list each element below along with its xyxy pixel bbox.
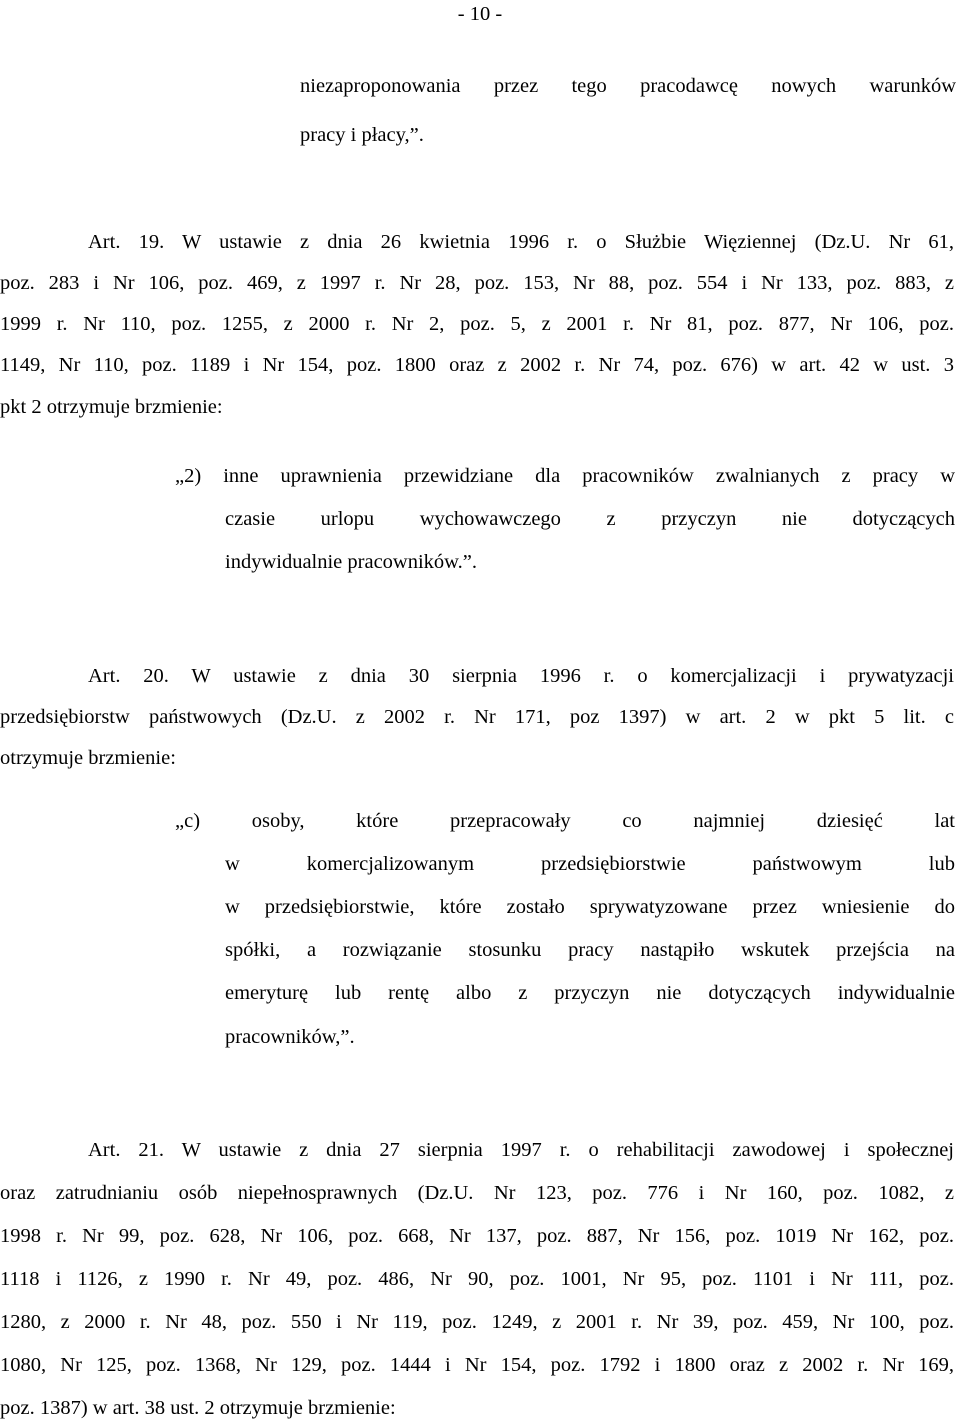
- article-20-heading: Art. 20. W ustawie z dnia 30 sierpnia 1996 r. o komercjalizacji i prywatyzacji: [88, 665, 954, 687]
- page-number: - 10 -: [457, 3, 503, 25]
- text-line: niezaproponowania przez tego pracodawcę nowych warunków: [300, 75, 956, 97]
- text-line: przedsiębiorstw państwowych (Dz.U. z 2002 r. Nr 171, poz 1397) w art. 2 w pkt 5 lit. c: [0, 706, 954, 728]
- quote-line: w przedsiębiorstwie, które zostało sprywatyzowane przez wniesienie do: [225, 896, 955, 918]
- text-line: poz. 1387) w art. 38 ust. 2 otrzymuje brzmienie:: [0, 1397, 396, 1419]
- quote-line: „c) osoby, które przepracowały co najmniej dziesięć lat: [175, 810, 955, 832]
- quote-line: spółki, a rozwiązanie stosunku pracy nastąpiło wskutek przejścia na: [225, 939, 955, 961]
- text-line: pkt 2 otrzymuje brzmienie:: [0, 396, 223, 418]
- text-line: 1080, Nr 125, poz. 1368, Nr 129, poz. 1444 i Nr 154, poz. 1792 i 1800 oraz z 2002 r. Nr 169,: [0, 1354, 954, 1376]
- quote-line: „2) inne uprawnienia przewidziane dla pracowników zwalnianych z pracy w: [175, 465, 955, 487]
- text-line: 1999 r. Nr 110, poz. 1255, z 2000 r. Nr 2, poz. 5, z 2001 r. Nr 81, poz. 877, Nr 106, poz.: [0, 313, 954, 335]
- quote-line: w komercjalizowanym przedsiębiorstwie państwowym lub: [225, 853, 955, 875]
- text-line: oraz zatrudnianiu osób niepełnosprawnych (Dz.U. Nr 123, poz. 776 i Nr 160, poz. 1082, z: [0, 1182, 954, 1204]
- text-line: poz. 283 i Nr 106, poz. 469, z 1997 r. Nr 28, poz. 153, Nr 88, poz. 554 i Nr 133, poz. 883, z: [0, 272, 954, 294]
- quote-line: pracowników,”.: [225, 1026, 355, 1048]
- text-line: 1149, Nr 110, poz. 1189 i Nr 154, poz. 1800 oraz z 2002 r. Nr 74, poz. 676) w art. 42 w ust. 3: [0, 354, 954, 376]
- text-line: otrzymuje brzmienie:: [0, 747, 176, 769]
- article-21-heading: Art. 21. W ustawie z dnia 27 sierpnia 1997 r. o rehabilitacji zawodowej i społecznej: [88, 1139, 954, 1161]
- text-line: pracy i płacy,”.: [300, 124, 424, 146]
- text-line: 1280, z 2000 r. Nr 48, poz. 550 i Nr 119, poz. 1249, z 2001 r. Nr 39, poz. 459, Nr 100, poz.: [0, 1311, 954, 1333]
- quote-line: czasie urlopu wychowawczego z przyczyn nie dotyczących: [225, 508, 955, 530]
- quote-line: indywidualnie pracowników.”.: [225, 551, 478, 573]
- text-line: 1998 r. Nr 99, poz. 628, Nr 106, poz. 668, Nr 137, poz. 887, Nr 156, poz. 1019 Nr 162, poz.: [0, 1225, 954, 1247]
- text-line: 1118 i 1126, z 1990 r. Nr 49, poz. 486, Nr 90, poz. 1001, Nr 95, poz. 1101 i Nr 111, poz.: [0, 1268, 954, 1290]
- article-19-heading: Art. 19. W ustawie z dnia 26 kwietnia 1996 r. o Służbie Więziennej (Dz.U. Nr 61,: [88, 231, 954, 253]
- quote-line: emeryturę lub rentę albo z przyczyn nie dotyczących indywidualnie: [225, 982, 955, 1004]
